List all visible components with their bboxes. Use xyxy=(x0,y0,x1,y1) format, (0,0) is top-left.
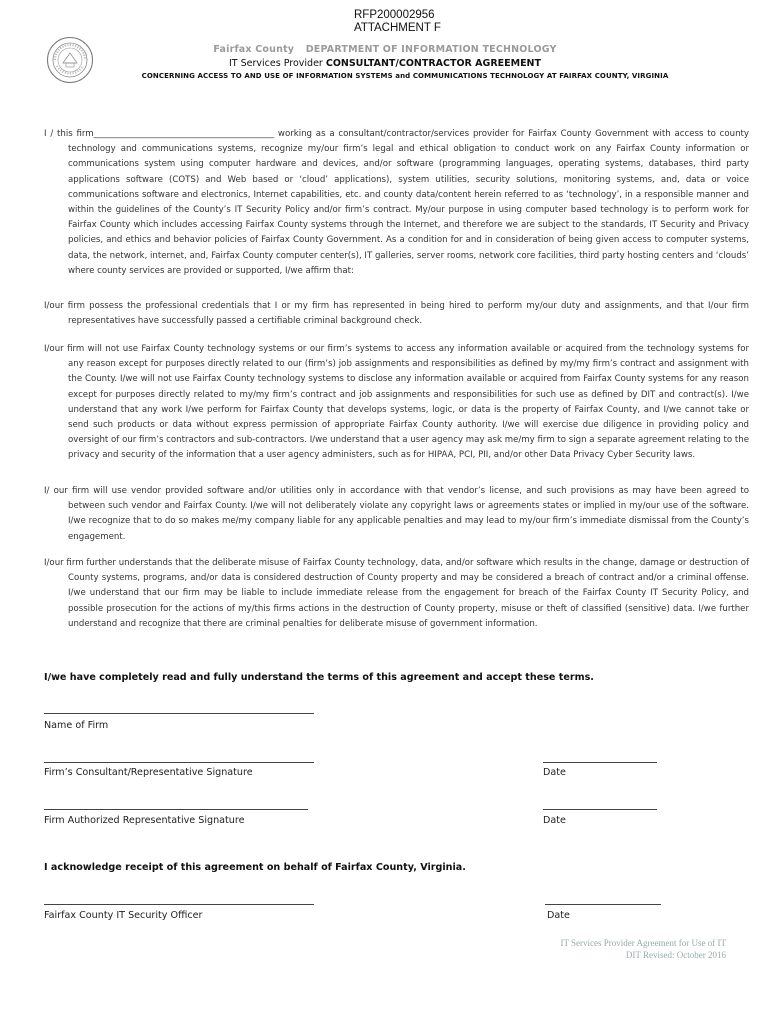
footer xyxy=(560,937,726,961)
consultant-date-line[interactable] xyxy=(543,762,657,763)
paragraph-misuse: I/our firm further understands that the deliberate misuse of Fairfax County technology, data, and/or software which results in the change, damage or destruction of County systems, programs, and/or data is considered destruction of County property and may be considered a breach of contract and/or a criminal offense. I/we understand that our firm may be liable to include immediate release from the engagement for breach of the Fairfax County IT Security Policy, and possible prosecution for the actions of my/this firms actions in the destruction of County property, misuse or theft of classified (sensitive) data. I/we further understand and recognize that there are criminal penalties for deliberate misuse of government information. xyxy=(44,558,749,629)
firm-name-line[interactable] xyxy=(44,713,314,714)
authorized-date-line[interactable] xyxy=(543,809,657,810)
county-name: Fairfax County xyxy=(213,44,295,55)
paragraph-software-license: I/ our firm will use vendor provided software and/or utilities only in accordance with that vendor’s license, and such provisions as may have been agreed to between such vendor and Fairfax County. I/we will not deliberately violate any copyright laws or agreements states or implied in my/our use of the software. I/we recognize that to do so makes me/my company liable for any applicable penalties and may lead to my/our firm’s immediate dismissal from the County’s engagement. xyxy=(44,486,749,542)
security-officer-date-line[interactable] xyxy=(545,904,661,905)
paragraph-credentials: I/our firm possess the professional credentials that I or my firm has represented in being hired to perform my/our duty and assignments, and that I/our firm representatives have successfully passed a certifiable criminal background check. xyxy=(44,301,749,327)
authorized-signature-line[interactable] xyxy=(44,809,308,810)
department-name: DEPARTMENT OF INFORMATION TECHNOLOGY xyxy=(305,44,557,55)
footer-line-1: IT Services Provider Agreement for Use of IT xyxy=(560,938,726,948)
security-officer-line[interactable] xyxy=(44,904,314,905)
document-subtitle: CONCERNING ACCESS TO AND USE OF INFORMATION SYSTEMS and COMMUNICATIONS TECHNOLOGY AT FAIRFAX COUNTY, VIRGINIA xyxy=(141,72,669,80)
firm-name-label: Name of Firm xyxy=(44,720,109,731)
paragraph-intro: I / this firm__________________________________________ working as a consultant/contractor/services provider for Fairfax County Government with access to county technology and communications systems, recognize my/our firm’s legal and ethical obligation to conduct work on any Fairfax County information or communications system using computer hardware and devices, and/or software (programming languages, operating systems, databases, third party applications software (COTS) and Web based or ‘cloud’ applications), system utilities, security solutions, monitoring systems, and, data or voice communications software and electronics, Internet capabilities, etc. and county data/content herein referred to as ‘technology’, in a responsible manner and within the guidelines of the County’s IT Security Policy and/or firm’s contract. My/our purpose in using computer based technology is to perform work for Fairfax County which includes accessing Fairfax County systems through the Internet, and therefore we are subject to the standards, IT Security and Privacy policies, and ethics and behavior policies of Fairfax County Government. As a condition for and in consideration of being given access to computer systems, data, the network, internet, and, Fairfax County computer center(s), IT galleries, server rooms, network core facilities, third party hosting centers and ‘clouds’ where county services are provided or supported, I/we affirm that: xyxy=(44,129,749,276)
footer-line-2: DIT Revised: October 2016 xyxy=(625,950,726,960)
department-header xyxy=(0,44,770,55)
authorized-signature-label: Firm Authorized Representative Signature xyxy=(44,815,245,826)
paragraph-system-use: I/our firm will not use Fairfax County technology systems or our firm’s systems to access any information available or acquired from the technology systems for any reason except for purposes directly related to our (firm’s) job assignments and responsibilities as defined by my/my firm’s contract and assignment with the County. I/we will not use Fairfax County technology systems to disclose any information available or acquired from Fairfax County systems for any reason except for purposes directly related to my/my firm’s contract and job assignments and responsibilities for such use as defined by DIT and contract(s). I/we understand that any work I/we perform for Fairfax County that develops systems, logic, or data is the property of Fairfax County, and I/we cannot take or send such products or data without express permission of appropriate Fairfax County authority. I/we will exercise due diligence in providing policy and oversight of our firm’s contractors and sub-contractors. I/we understand that a user agency may ask me/my firm to sign a separate agreement relating to the privacy and security of the information that a user agency administers, such as for HIPAA, PCI, PII, and/or other Data Privacy Cyber Security laws. xyxy=(44,344,749,461)
title-prefix: IT Services Provider xyxy=(229,58,326,69)
attachment-label: ATTACHMENT F xyxy=(354,22,441,34)
consultant-signature-label: Firm’s Consultant/Representative Signature xyxy=(44,767,253,778)
accept-statement: I/we have completely read and fully understand the terms of this agreement and accept these terms. xyxy=(44,672,594,683)
consultant-signature-line[interactable] xyxy=(44,762,314,763)
authorized-date-label: Date xyxy=(543,815,566,826)
title-bold: CONSULTANT/CONTRACTOR AGREEMENT xyxy=(325,58,541,69)
rfp-number: RFP200002956 xyxy=(354,9,435,21)
rfp-header xyxy=(354,9,441,35)
consultant-date-label: Date xyxy=(543,767,566,778)
security-officer-date-label: Date xyxy=(547,910,570,921)
security-officer-label: Fairfax County IT Security Officer xyxy=(44,910,203,921)
acknowledge-statement: I acknowledge receipt of this agreement on behalf of Fairfax County, Virginia. xyxy=(44,862,466,873)
document-title xyxy=(0,58,770,69)
